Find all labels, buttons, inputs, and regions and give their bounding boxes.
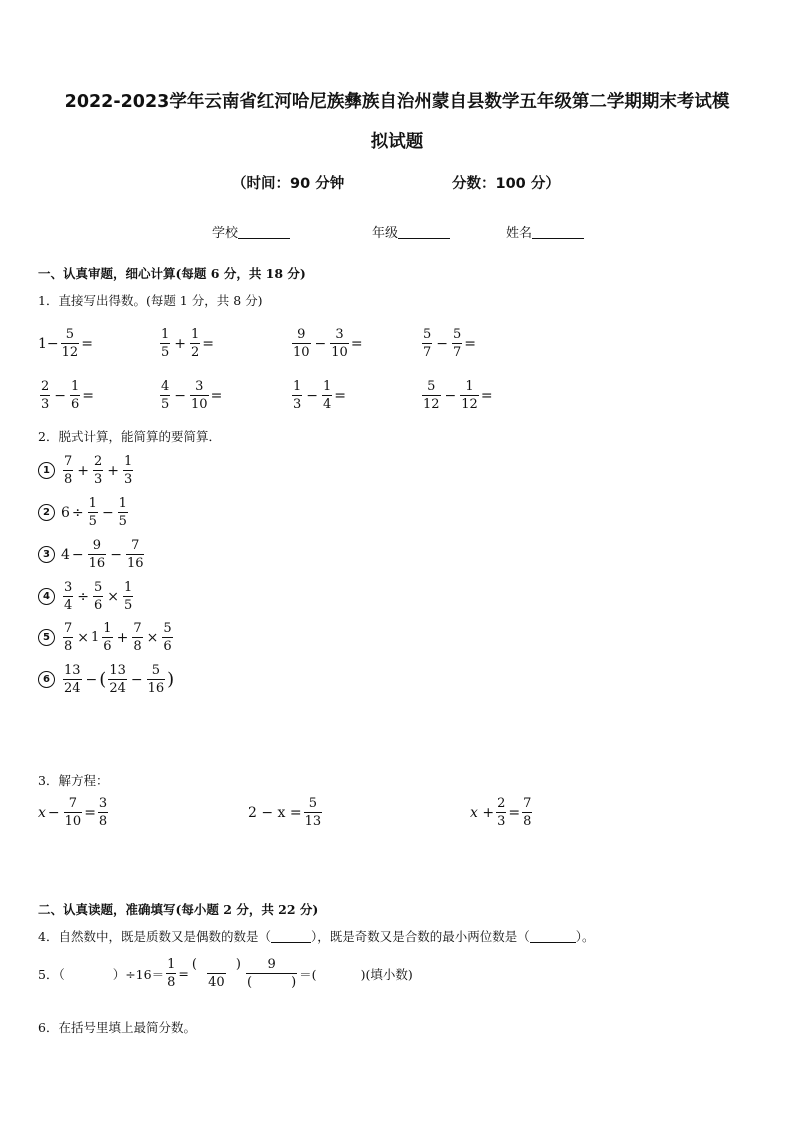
school-field	[212, 222, 290, 241]
fraction: $\frac{7}{8}$	[133, 621, 142, 654]
fraction: 13 24	[109, 663, 126, 696]
fraction: 2 3	[41, 379, 50, 412]
fraction: $\frac{5}{6}$	[163, 621, 172, 654]
q4-answer-blank-2[interactable]	[530, 930, 576, 943]
fraction: 9 10	[293, 327, 310, 360]
q3-equation-3: x + $\frac{2}{3}$ = $\frac{7}{8}$	[470, 796, 532, 829]
name-label: 姓名	[506, 226, 533, 241]
fraction: $\frac{5}{6}$	[94, 580, 103, 613]
fraction: $\frac{7}{16}$	[126, 538, 144, 571]
fraction: 1 6	[103, 621, 112, 654]
q1-item: 9 10 − $\frac{3}{10}$ =	[293, 327, 363, 360]
circle-marker-5: 5	[38, 629, 55, 646]
section1-heading: 一、认真审题，细心计算(每题 6 分，共 18 分)	[38, 266, 306, 281]
q2-expr-5: 5 $\frac{7}{8}$ × 1 1 6 + $\frac{7}{8}$ × $\frac{5}{6}$	[38, 622, 175, 653]
fraction: $\frac{1}{12}$	[461, 379, 478, 412]
q2-expr-2: 2 6 ÷ $\frac{1}{5}$ − $\frac{1}{5}$	[38, 497, 130, 528]
exam-title-line2: 拟试题	[370, 132, 424, 152]
q1-item: 5 12 − $\frac{1}{12}$ =	[423, 379, 493, 412]
q1-item: 4 5 − $\frac{3}{10}$ =	[161, 379, 223, 412]
q2-expr-3: 3 4 − $\frac{9}{16}$ − $\frac{7}{16}$	[38, 539, 146, 570]
time-label: （时间：90 分钟	[232, 176, 345, 192]
fraction: $\frac{7}{8}$	[64, 621, 73, 654]
q5-text: 5．（ ）÷16＝ $\frac{1}{8}$ = ( ) 40 9 ( ) ＝( )(填小数)	[38, 957, 413, 990]
q1-prompt: 1．直接写出得数。(每题 1 分，共 8 分)	[38, 293, 263, 308]
name-blank[interactable]	[532, 225, 584, 239]
fraction: $\frac{3}{4}$	[64, 580, 73, 613]
q3-equation-2: 2 − x = $\frac{5}{13}$	[248, 796, 322, 829]
q4-text: 4．自然数中，既是质数又是偶数的数是（ ），既是奇数又是合数的最小两位数是（ ）。	[38, 929, 595, 944]
fraction-blank-denominator[interactable]: 9 ( )	[247, 957, 297, 990]
fraction: $\frac{1}{6}$	[71, 379, 80, 412]
q1-item: 2 3 − $\frac{1}{6}$ =	[41, 379, 95, 412]
q1-item: 1− $\frac{5}{12}$ =	[38, 327, 93, 360]
fraction: $\frac{7}{10}$	[64, 796, 82, 829]
circle-marker-3: 3	[38, 546, 55, 563]
q2-expr-4: 4 $\frac{3}{4}$ ÷ $\frac{5}{6}$ × $\frac{1}{5}$	[38, 581, 135, 612]
fraction: $\frac{1}{4}$	[323, 379, 332, 412]
fraction-blank-numerator[interactable]: ( ) 40	[191, 957, 242, 990]
grade-field	[372, 222, 450, 241]
fraction: 13 24	[64, 663, 81, 696]
fraction: 7 8	[64, 454, 73, 487]
fraction: $\frac{5}{16}$	[147, 663, 165, 696]
fraction: $\frac{3}{10}$	[191, 379, 208, 412]
name-field	[506, 222, 584, 241]
school-blank[interactable]	[238, 225, 290, 239]
q6-text: 6．在括号里填上最简分数。	[38, 1020, 196, 1035]
fraction: $\frac{5}{12}$	[61, 327, 79, 360]
q1-item: 5 7 − $\frac{5}{7}$ =	[423, 327, 477, 360]
fraction: $\frac{1}{3}$	[124, 454, 133, 487]
section2-heading: 二、认真读题，准确填写(每小题 2 分，共 22 分)	[38, 902, 319, 917]
fraction: $\frac{2}{3}$	[497, 796, 506, 829]
circle-marker-4: 4	[38, 588, 55, 605]
exam-title-line1: 2022-2023学年云南省红河哈尼族彝族自治州蒙自县数学五年级第二学期期末考试模	[64, 92, 730, 112]
score-label: 分数：100 分）	[452, 176, 560, 192]
fraction: $\frac{1}{5}$	[124, 580, 133, 613]
q1-item: 1 5 + $\frac{1}{2}$ =	[161, 327, 215, 360]
q2-prompt: 2．脱式计算，能简算的要简算．	[38, 429, 221, 444]
fraction: $\frac{1}{5}$	[88, 496, 97, 529]
grade-blank[interactable]	[398, 225, 450, 239]
fraction: $\frac{7}{8}$	[523, 796, 532, 829]
q2-expr-6: 6 13 24 − ( 13 24 − $\frac{5}{16}$ )	[38, 664, 174, 695]
q4-answer-blank-1[interactable]	[271, 930, 311, 943]
fraction: $\frac{9}{16}$	[88, 538, 106, 571]
circle-marker-1: 1	[38, 462, 55, 479]
q3-prompt: 3．解方程：	[38, 773, 109, 788]
grade-label: 年级	[372, 226, 399, 241]
fraction: $\frac{1}{2}$	[191, 327, 200, 360]
q3-equation-1: x − $\frac{7}{10}$ = $\frac{3}{8}$	[38, 796, 108, 829]
circle-marker-6: 6	[38, 671, 55, 688]
fraction: $\frac{2}{3}$	[94, 454, 103, 487]
q2-expr-1: 1 7 8 + $\frac{2}{3}$ + $\frac{1}{3}$	[38, 455, 135, 486]
fraction: $\frac{1}{5}$	[118, 496, 127, 529]
fraction: $\frac{1}{8}$	[167, 957, 176, 990]
fraction: $\frac{3}{10}$	[331, 327, 348, 360]
circle-marker-2: 2	[38, 504, 55, 521]
fraction: $\frac{5}{7}$	[453, 327, 462, 360]
fraction: 1 5	[161, 327, 170, 360]
fraction: 4 5	[161, 379, 170, 412]
q1-item: 1 3 − $\frac{1}{4}$ =	[293, 379, 347, 412]
fraction: 1 3	[293, 379, 302, 412]
fraction: $\frac{5}{13}$	[304, 796, 322, 829]
fraction: 5 12	[423, 379, 440, 412]
school-label: 学校	[212, 226, 239, 241]
fraction: 5 7	[423, 327, 432, 360]
fraction: $\frac{3}{8}$	[98, 796, 108, 829]
